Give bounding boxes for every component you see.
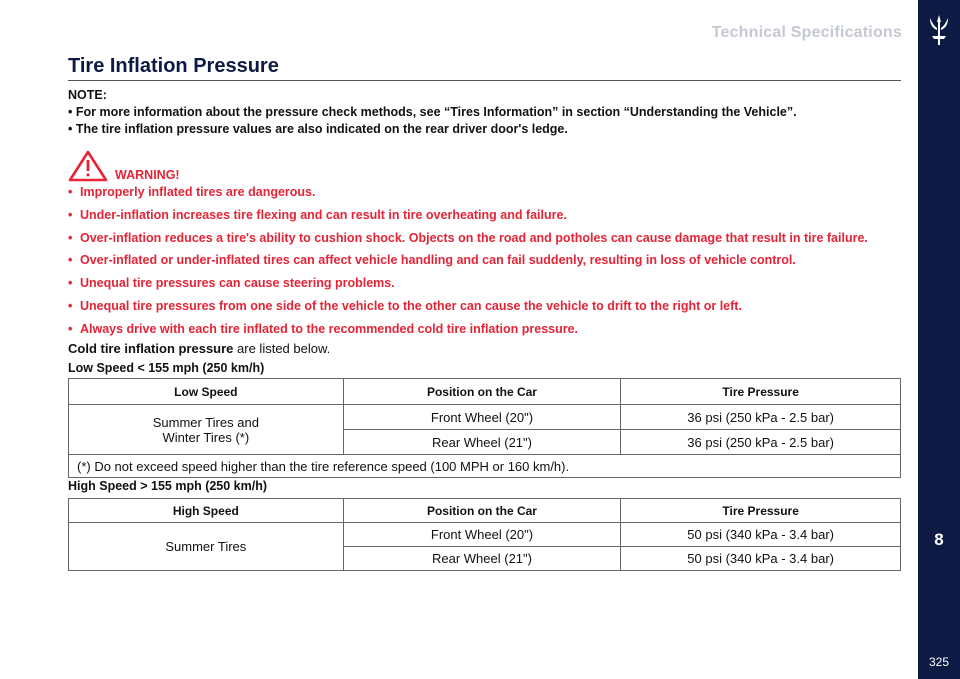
pressure-cell: 36 psi (250 kPa - 2.5 bar)	[621, 430, 901, 455]
column-header: Tire Pressure	[621, 499, 901, 523]
warning-triangle-icon	[68, 150, 108, 182]
page-title: Tire Inflation Pressure	[68, 55, 279, 77]
chapter-side-band	[918, 0, 960, 679]
high-speed-table	[68, 498, 901, 571]
chapter-number: 8	[934, 530, 944, 549]
tire-type-cell: Summer Tires	[69, 523, 344, 571]
warning-list	[68, 184, 898, 344]
warning-item: • Unequal tire pressures can cause steering problems.	[68, 275, 898, 291]
position-cell: Front Wheel (20")	[343, 523, 621, 547]
column-header: Position on the Car	[343, 499, 621, 523]
table-footnote: (*) Do not exceed speed higher than the tire reference speed (100 MPH or 160 km/h).	[69, 455, 901, 478]
position-cell: Rear Wheel (21")	[343, 547, 621, 571]
warning-item: • Unequal tire pressures from one side of the vehicle to the other can cause the vehicle to drift to the right or left.	[68, 298, 898, 314]
position-cell: Rear Wheel (21")	[343, 430, 621, 455]
pressure-cell: 50 psi (340 kPa - 3.4 bar)	[621, 523, 901, 547]
table-header-row	[69, 499, 901, 523]
pressure-cell: 36 psi (250 kPa - 2.5 bar)	[621, 405, 901, 430]
title-divider	[68, 80, 901, 81]
table-row	[69, 523, 901, 547]
trident-logo-icon	[925, 12, 953, 48]
section-header-title: Technical Specifications	[711, 24, 902, 41]
intro-rest: are listed below.	[233, 341, 331, 356]
low-speed-heading: Low Speed < 155 mph (250 km/h)	[68, 361, 265, 375]
warning-item: • Over-inflation reduces a tire's ability to cushion shock. Objects on the road and potholes can cause damage that result in tire failure.	[68, 230, 898, 246]
position-cell: Front Wheel (20")	[343, 405, 621, 430]
table-footnote-row	[69, 455, 901, 478]
pressure-cell: 50 psi (340 kPa - 3.4 bar)	[621, 547, 901, 571]
high-speed-heading: High Speed > 155 mph (250 km/h)	[68, 479, 268, 493]
note-label: NOTE:	[68, 88, 107, 102]
warning-item: • Always drive with each tire inflated to the recommended cold tire inflation pressure.	[68, 321, 898, 337]
note-item: • For more information about the pressure check methods, see “Tires Information” in section “Understanding the Vehicle”.	[68, 105, 797, 119]
warning-label: WARNING!	[115, 168, 180, 182]
table-header-row	[69, 379, 901, 405]
warning-item: • Improperly inflated tires are dangerous.	[68, 184, 898, 200]
tire-type-cell: Summer Tires and Winter Tires (*)	[69, 405, 344, 455]
column-header: Tire Pressure	[621, 379, 901, 405]
cold-pressure-intro	[68, 341, 330, 356]
note-block	[68, 87, 908, 138]
intro-bold: Cold tire inflation pressure	[68, 341, 234, 356]
page-number: 325	[928, 655, 950, 669]
warning-item: • Under-inflation increases tire flexing and can result in tire overheating and failure.	[68, 207, 898, 223]
note-item: • The tire inflation pressure values are also indicated on the rear driver door's ledge.	[68, 122, 568, 136]
table-row	[69, 405, 901, 430]
low-speed-table	[68, 378, 901, 478]
warning-item: • Over-inflated or under-inflated tires can affect vehicle handling and can fail suddenly, resulting in loss of vehicle control.	[68, 252, 898, 268]
column-header: Low Speed	[69, 379, 344, 405]
column-header: Position on the Car	[343, 379, 621, 405]
column-header: High Speed	[69, 499, 344, 523]
